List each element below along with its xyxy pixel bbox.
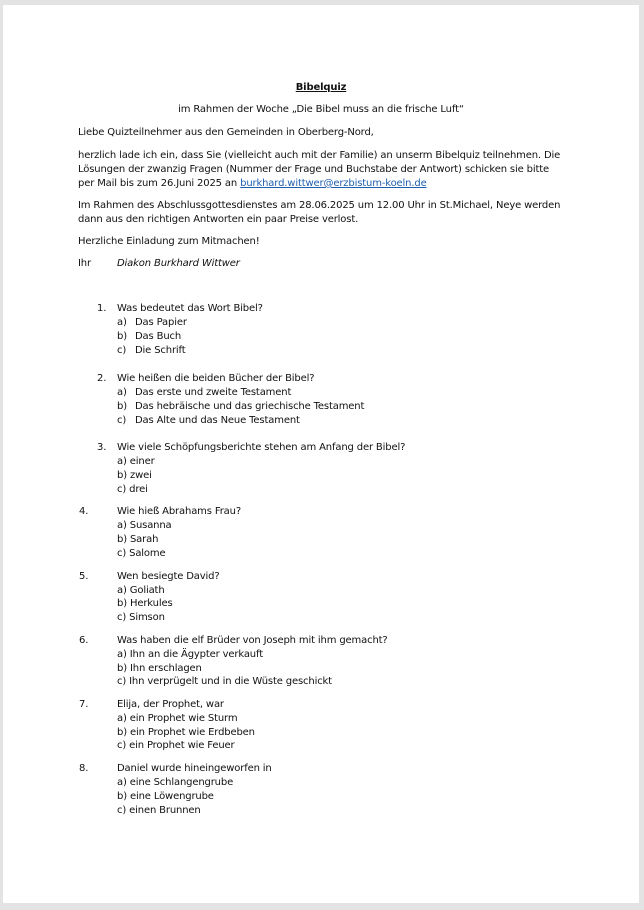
option-text: c) ein Prophet wie Feuer [117, 740, 235, 751]
invitation-text: Herzliche Einladung zum Mitmachen! [78, 236, 260, 247]
option-text: Das Alte und das Neue Testament [135, 415, 300, 426]
question-number: 3. [97, 442, 107, 453]
question-number: 1. [97, 303, 107, 314]
email-link[interactable]: burkhard.wittwer@erzbistum-koeln.de [240, 178, 427, 189]
option-text: c) einen Brunnen [117, 805, 201, 816]
question-number: 4. [79, 506, 89, 517]
question-number: 8. [79, 763, 89, 774]
option-text: Das Buch [135, 331, 182, 342]
signature-name: Diakon Burkhard Wittwer [117, 258, 240, 269]
option-text: a) Goliath [117, 585, 165, 596]
option-text: Das Papier [135, 317, 187, 328]
option-text: a) Ihn an die Ägypter verkauft [117, 649, 263, 660]
option-text: b) Herkules [117, 598, 173, 609]
question-number: 5. [79, 571, 89, 582]
signature-label: Ihr [78, 258, 91, 269]
option-text: b) zwei [117, 470, 152, 481]
intro-paragraph [78, 149, 568, 191]
question-number: 7. [79, 699, 89, 710]
document-subtitle: im Rahmen der Woche „Die Bibel muss an die frische Luft“ [178, 104, 464, 115]
option-text: c) Salome [117, 548, 166, 559]
option-text: c) drei [117, 484, 148, 495]
question-text: Elija, der Prophet, war [117, 699, 224, 710]
option-text: a) ein Prophet wie Sturm [117, 713, 238, 724]
option-letter: b) [117, 331, 127, 342]
question-text: Was bedeutet das Wort Bibel? [117, 303, 263, 314]
question-text: Wen besiegte David? [117, 571, 220, 582]
option-text: Das hebräische und das griechische Testament [135, 401, 365, 412]
question-text: Wie hieß Abrahams Frau? [117, 506, 242, 517]
option-letter: c) [117, 345, 127, 356]
option-text: a) Susanna [117, 520, 172, 531]
question-number: 2. [97, 373, 107, 384]
option-text: a) eine Schlangengrube [117, 777, 234, 788]
option-letter: c) [117, 415, 127, 426]
event-paragraph: Im Rahmen des Abschlussgottesdienstes am 28.06.2025 um 12.00 Uhr in St.Michael, Neye werden dann aus den richtigen Antworten ein paar Preise verlost. [78, 200, 561, 225]
question-number: 6. [79, 635, 89, 646]
greeting: Liebe Quizteilnehmer aus den Gemeinden in Oberberg-Nord, [78, 127, 374, 138]
option-letter: a) [117, 387, 127, 398]
option-text: c) Ihn verprügelt und in die Wüste geschickt [117, 676, 332, 687]
document-title: Bibelquiz [295, 82, 347, 93]
question-text: Daniel wurde hineingeworfen in [117, 763, 272, 774]
option-letter: b) [117, 401, 127, 412]
option-text: a) einer [117, 456, 155, 467]
question-text: Was haben die elf Brüder von Joseph mit ihm gemacht? [117, 635, 388, 646]
intro-text: herzlich lade ich ein, dass Sie (vielleicht auch mit der Familie) an unserm Bibelquiz teilnehmen. Die Lösungen der zwanzig Fragen (Nummer der Frage und Buchstabe der Antwort) schicken sie bitte per Mail bis zum 26.Juni 2025 an [78, 150, 561, 189]
option-letter: a) [117, 317, 127, 328]
option-text: Das erste und zweite Testament [135, 387, 292, 398]
option-text: b) Sarah [117, 534, 159, 545]
option-text: b) eine Löwengrube [117, 791, 214, 802]
document-page [3, 5, 639, 903]
question-text: Wie viele Schöpfungsberichte stehen am Anfang der Bibel? [117, 442, 406, 453]
option-text: Die Schrift [135, 345, 186, 356]
option-text: b) Ihn erschlagen [117, 663, 202, 674]
option-text: c) Simson [117, 612, 165, 623]
option-text: b) ein Prophet wie Erdbeben [117, 727, 255, 738]
question-text: Wie heißen die beiden Bücher der Bibel? [117, 373, 315, 384]
